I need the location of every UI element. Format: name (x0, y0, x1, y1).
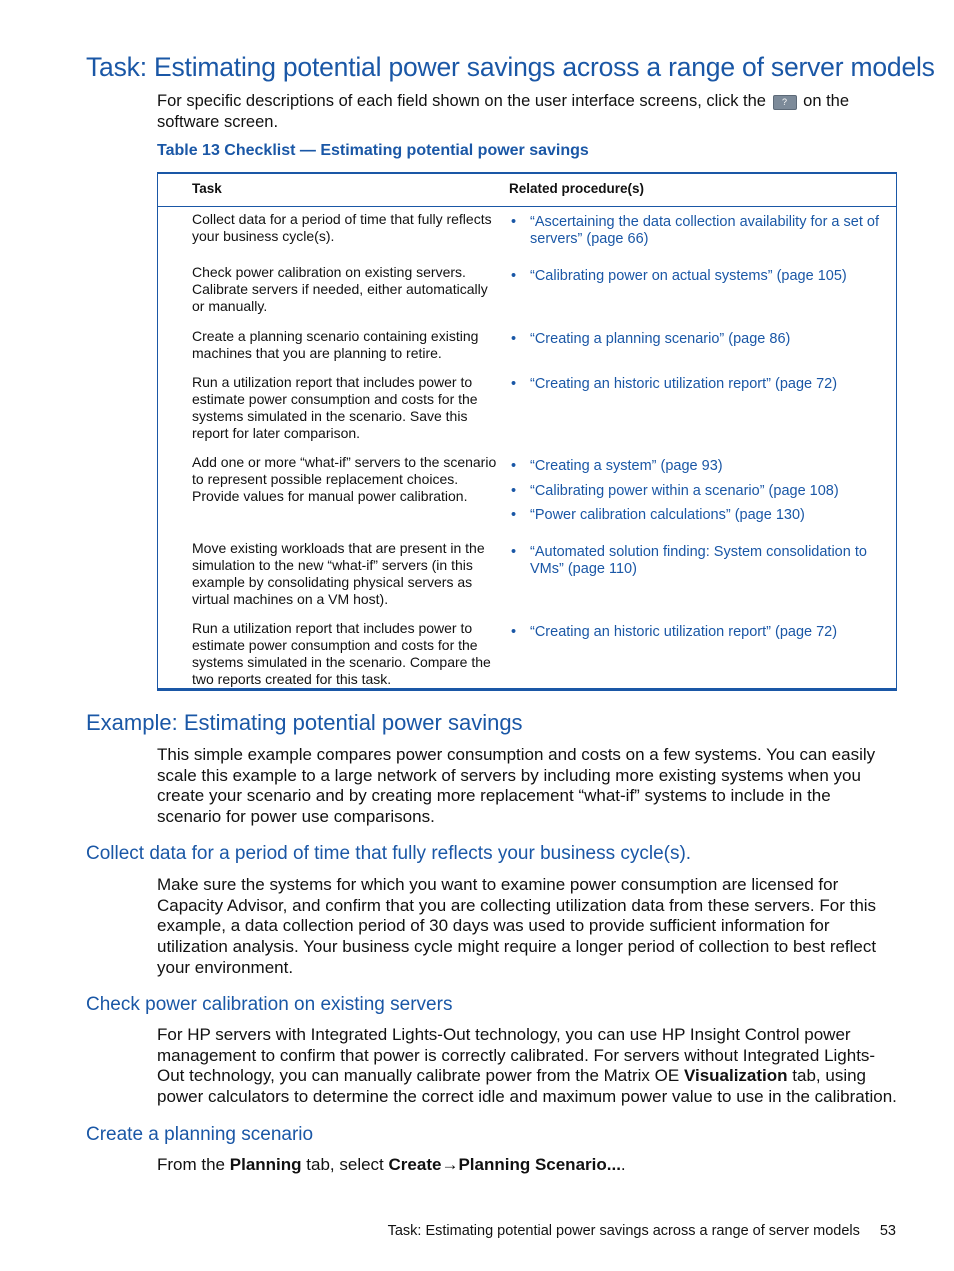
intro-paragraph (157, 91, 897, 133)
planning-scenario-menu-item: Planning Scenario... (458, 1155, 621, 1174)
procedure-link[interactable]: • “Power calibration calculations” (page 130) (508, 507, 896, 524)
footer-title: Task: Estimating potential power savings across a range of server models (387, 1223, 860, 1239)
planning-tab-name: Planning (229, 1155, 302, 1174)
table-header-row (158, 174, 896, 207)
related-procedures-list (508, 331, 896, 356)
task-cell: Add one or more “what-if” servers to the scenario to represent possible replacement choices. Provide values for manual power calibration. (192, 454, 497, 504)
tab-select-text: tab, select (306, 1155, 384, 1174)
collect-data-paragraph: Make sure the systems for which you want to examine power consumption are licensed for Capacity Advisor, and confirm that you are collecting utilization data from these servers. For this example, a data collection period of 30 days was used to provide sufficient information for utilization analysis. Your business cycle might require a longer period of collection to best reflect your environment. (157, 875, 877, 977)
procedure-link[interactable]: • “Creating an historic utilization report” (page 72) (508, 376, 896, 393)
from-the-text: From the (157, 1155, 226, 1174)
procedure-link[interactable]: • “Creating a planning scenario” (page 86) (508, 331, 896, 348)
column-header-related-procedures: Related procedure(s) (509, 181, 645, 196)
task-cell: Create a planning scenario containing existing machines that you are planning to retire. (192, 328, 479, 361)
example-paragraph: This simple example compares power consumption and costs on a few systems. You can easily scale this example to a large network of servers by including more existing systems when you create your scenario and by creating more replacement “what-if” systems to include in the scenario for power use comparisons. (157, 745, 876, 827)
page-number: 53 (879, 1223, 896, 1239)
menu-arrow: → (441, 1155, 459, 1174)
task-cell: Move existing workloads that are present in the simulation to the new “what-if” servers (in this example by consolidating physical servers as virtual machines on a VM host). (192, 540, 485, 607)
checklist-table (157, 172, 897, 691)
procedure-link[interactable]: • “Creating a system” (page 93) (508, 458, 896, 475)
related-procedures-list (508, 214, 896, 256)
create-menu-name: Create (388, 1155, 442, 1174)
check-text-after: tab, using power calculators to determine the correct idle and maximum power value to use in the calibration. (157, 1066, 897, 1107)
table-caption: Table 13 Checklist — Estimating potential power savings (157, 142, 589, 159)
column-header-task: Task (192, 181, 222, 196)
check-calibration-heading: Check power calibration on existing servers (86, 994, 453, 1015)
procedure-link[interactable]: • “Automated solution finding: System consolidation to VMs” (page 110) (508, 544, 896, 578)
procedure-link[interactable]: • “Ascertaining the data collection availability for a set of servers” (page 66) (508, 214, 896, 248)
help-icon: ? (773, 95, 797, 110)
procedure-link[interactable]: • “Creating an historic utilization report” (page 72) (508, 624, 896, 641)
related-procedures-list (508, 268, 896, 293)
task-cell: Run a utilization report that includes power to estimate power consumption and costs for the systems simulated in the scenario. Save this report for later comparison. (192, 374, 478, 441)
task-cell: Run a utilization report that includes power to estimate power consumption and costs for the systems simulated in the scenario. Compare the two reports created for this task. (192, 620, 491, 687)
related-procedures-list (508, 376, 896, 401)
example-heading: Example: Estimating potential power savings (86, 710, 523, 735)
related-procedures-list (508, 624, 896, 649)
create-scenario-heading: Create a planning scenario (86, 1124, 314, 1145)
intro-text-after: on the software screen. (157, 92, 850, 131)
collect-data-heading: Collect data for a period of time that fully reflects your business cycle(s). (86, 843, 692, 864)
visualization-tab-name: Visualization (683, 1066, 788, 1086)
page-footer (388, 1223, 896, 1239)
check-calibration-paragraph (157, 1025, 899, 1108)
task-cell: Collect data for a period of time that fully reflects your business cycle(s). (192, 211, 492, 244)
page-heading: Task: Estimating potential power savings across a range of server models (86, 52, 935, 82)
task-cell: Check power calibration on existing servers. Calibrate servers if needed, either automatically or manually. (192, 264, 488, 314)
related-procedures-list (508, 458, 896, 532)
create-scenario-paragraph (157, 1155, 899, 1176)
procedure-link[interactable]: • “Calibrating power within a scenario” (page 108) (508, 483, 896, 500)
intro-text-before: For specific descriptions of each field shown on the user interface screens, click the (157, 92, 766, 110)
procedure-link[interactable]: • “Calibrating power on actual systems” (page 105) (508, 268, 896, 285)
related-procedures-list (508, 544, 896, 586)
sentence-end: . (620, 1155, 626, 1174)
check-text-before: For HP servers with Integrated Lights-Out technology, you can use HP Insight Control power management to confirm that power is correctly calibrated. For servers without Integrated Lights-Out technology, you can manually calibrate power from the Matrix OE (157, 1025, 876, 1086)
